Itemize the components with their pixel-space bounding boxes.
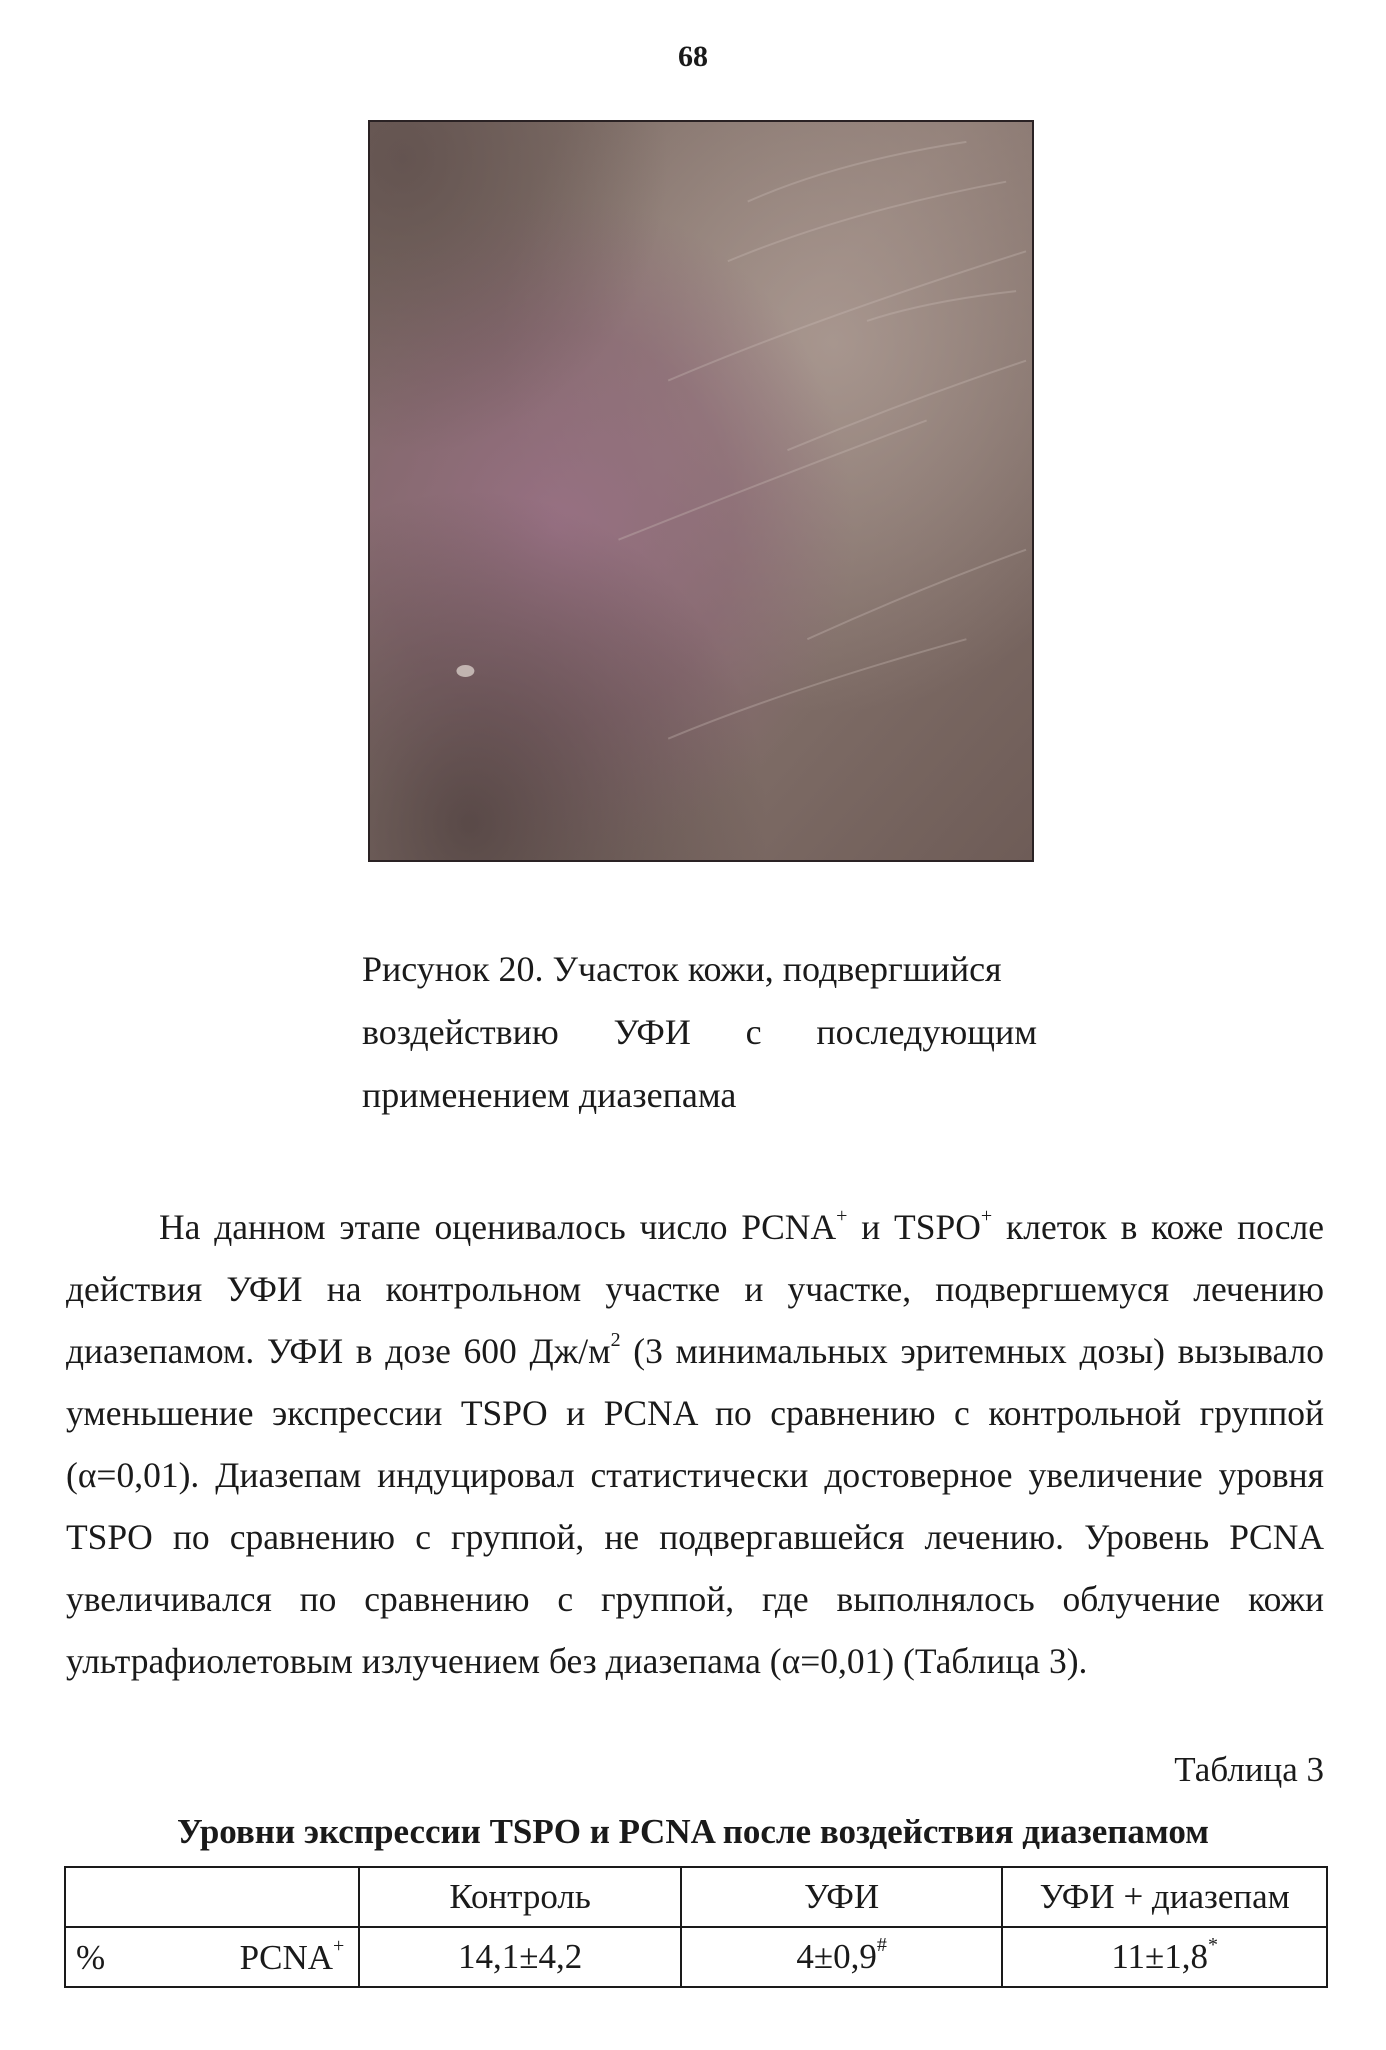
text-segment: На данном этапе оценивалось число PCNA	[159, 1207, 837, 1247]
paragraph-line-6: TSPO по сравнению с группой, не подвергавшейся лечению. Уровень PCNA	[66, 1517, 1324, 1557]
table-header-cell	[65, 1867, 359, 1927]
table-cell-uv	[681, 1927, 1002, 1987]
paragraph-line-5: (α=0,01). Диазепам индуцировал статистически достоверное увеличение уровня	[66, 1455, 1324, 1495]
text-segment: и TSPO	[847, 1207, 981, 1247]
table-header-cell: УФИ + диазепам	[1002, 1867, 1327, 1927]
marker-superscript: +	[333, 1935, 345, 1958]
cell-superscript: *	[1208, 1934, 1219, 1957]
skin-photo-image	[370, 122, 1032, 860]
unit-label: %	[76, 1938, 106, 1977]
caption-line-1: Рисунок 20. Участок кожи, подвергшийся	[362, 949, 1002, 989]
superscript-plus: +	[836, 1205, 848, 1228]
text-segment: клеток в коже после	[992, 1207, 1324, 1247]
paragraph-line-8: ультрафиолетовым излучением без диазепама (α=0,01) (Таблица 3).	[66, 1641, 1088, 1681]
text-segment: (3 минимальных эритемных дозы) вызывало	[620, 1331, 1324, 1371]
table-cell-control: 14,1±4,2	[359, 1927, 681, 1987]
paragraph-line-4: уменьшение экспрессии TSPO и PCNA по сравнению с контрольной группой	[66, 1393, 1324, 1433]
marker-label	[239, 1935, 345, 1978]
page-number: 68	[678, 40, 708, 73]
marker-name: PCNA	[239, 1938, 334, 1977]
table-header-cell: УФИ	[681, 1867, 1002, 1927]
caption-line-3: применением диазепама	[362, 1075, 737, 1115]
superscript-2: 2	[610, 1329, 621, 1352]
paragraph-line-7: увеличивался по сравнению с группой, где выполнялось облучение кожи	[66, 1579, 1324, 1619]
cell-value: 11±1,8	[1111, 1937, 1209, 1976]
caption-line-2: воздействию УФИ с последующим	[362, 1012, 1037, 1052]
expression-table	[64, 1866, 1328, 1988]
figure-caption	[362, 938, 1037, 1127]
paragraph-line-3	[66, 1320, 1324, 1382]
paragraph-line-2: действия УФИ на контрольном участке и участке, подвергшемуся лечению	[66, 1269, 1324, 1309]
table-row-header	[65, 1927, 359, 1987]
table-label: Таблица 3	[1174, 1750, 1324, 1789]
table-header-cell: Контроль	[359, 1867, 681, 1927]
table-title: Уровни экспрессии TSPO и PCNA после воздействия диазепамом	[177, 1812, 1209, 1851]
skin-photo	[368, 120, 1034, 862]
table-header-row	[65, 1867, 1327, 1927]
paragraph-line-1	[66, 1196, 1324, 1258]
cell-superscript: #	[876, 1934, 887, 1957]
table-row	[65, 1927, 1327, 1987]
superscript-plus: +	[980, 1205, 993, 1228]
body-paragraph	[66, 1196, 1324, 1692]
text-segment: диазепамом. УФИ в дозе 600 Дж/м	[66, 1331, 611, 1371]
cell-value: 4±0,9	[796, 1937, 877, 1976]
table-cell-uv-diazepam	[1002, 1927, 1327, 1987]
